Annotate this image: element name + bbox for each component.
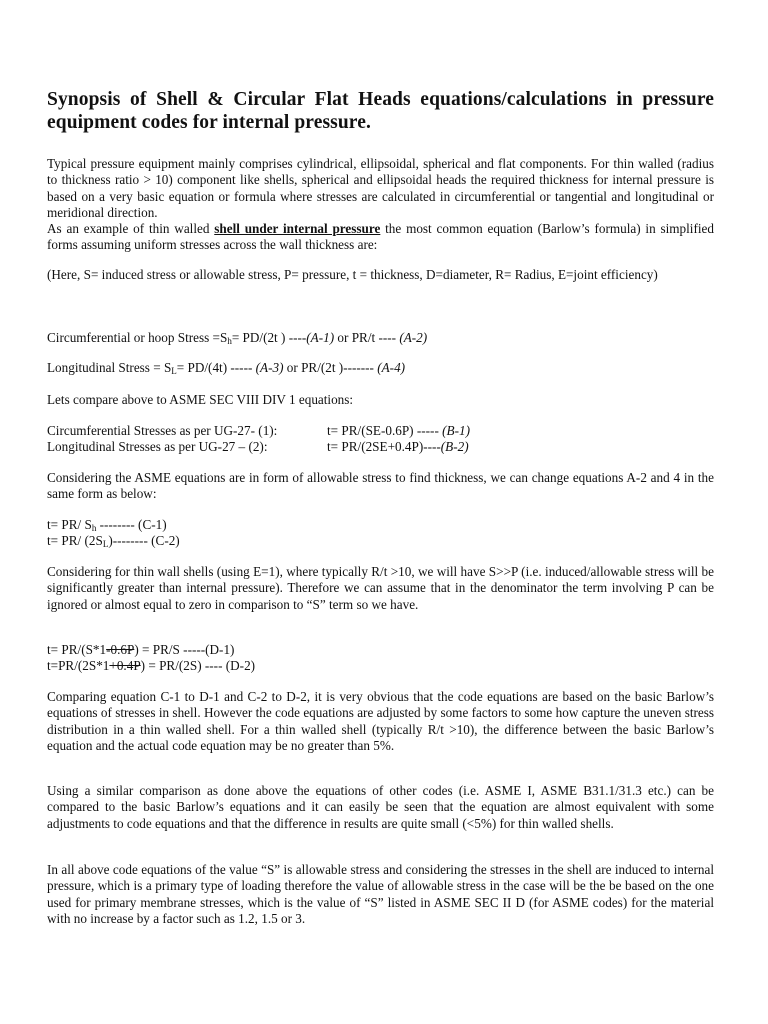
document-title: Synopsis of Shell & Circular Flat Heads equations/calculations in pressure equipment codes for internal pressure. (47, 89, 714, 133)
hoop-subscript: h (227, 336, 232, 346)
d1-struck-term: -0.6P (106, 642, 135, 657)
hoop-or-formula: or PR/t ---- (334, 330, 400, 345)
long-asme-formula: t= PR/(2SE+0.4P)---- (327, 439, 441, 454)
c2-subscript: L (102, 539, 109, 549)
asme-circ-equation (327, 423, 470, 439)
tag-a4: (A-4) (377, 360, 406, 375)
thin-wall-paragraph: Considering for thin wall shells (using E=1), where typically R/t >10, we will have S>>P (i.e. induced/allowable stress will be significantly greater than internal pressure). Therefore we can assume that in the denominator the term involving P can be ignored or almost equal to zero in comparison to “S” term so we have. (47, 564, 714, 612)
other-codes-paragraph: Using a similar comparison as done above the equations of other codes (i.e. ASME I, ASME B31.1/31.3 etc.) can be compared to the basic Barlow’s equations and it can easily be seen that the equation are almost equivalent with some adjustments to code equations and that the difference in results are quite small (<5%) for thin walled shells. (47, 783, 714, 831)
hoop-formula: = PD/(2t ) ---- (231, 330, 307, 345)
tag-a1: (A-1) (306, 330, 335, 345)
intro-paragraph: Typical pressure equipment mainly comprises cylindrical, ellipsoidal, spherical and flat components. For thin walled (radius to thickness ratio > 10) component like shells, spherical and ellipsoidal heads the required thickness for internal pressure is based on a very basic equation or formula where stresses are calculated in circumferential or tangential and longitudinal or meridional direction. (47, 156, 714, 221)
long-or-formula: or PR/(2t )------- (283, 360, 378, 375)
tag-b2: (B-2) (440, 439, 469, 454)
tag-a3: (A-3) (255, 360, 284, 375)
circ-formula: t= PR/(SE-0.6P) ----- (327, 423, 443, 438)
hoop-stress-equation (47, 330, 427, 349)
c1-formula: t= PR/ S (47, 517, 92, 532)
allowable-stress-paragraph: In all above code equations of the value “S” is allowable stress and considering the stresses in the shell are induced to internal pressure, which is a primary type of loading therefore the value of allowable stress in the case will be the be based on the one used for primary membrane stresses, which is the value of “S” listed in ASME SEC II D (for ASME codes) for the material with no increase by a factor such as 1.2, 1.5 or 3. (47, 862, 714, 927)
long-label: Longitudinal Stress = S (47, 360, 172, 375)
asme-long-label: Longitudinal Stresses as per UG-27 – (2): (47, 439, 268, 454)
compare-heading: Lets compare above to ASME SEC VIII DIV 1 equations: (47, 392, 354, 407)
tag-a2: (A-2) (399, 330, 428, 345)
c2-formula: t= PR/ (2S (47, 533, 103, 548)
d1-formula: t= PR/(S*1 (47, 642, 107, 657)
barlow-intro-text: As an example of thin walled (47, 221, 215, 236)
shell-pressure-emphasis: shell under internal pressure (214, 221, 381, 236)
d2-result: ) = PR/(2S) ---- (D-2) (140, 658, 256, 673)
considering-paragraph: Considering the ASME equations are in form of allowable stress to find thickness, we can change equations A-2 and 4 in the same form as below: (47, 470, 714, 502)
long-subscript: L (171, 366, 177, 376)
equation-c2 (47, 533, 180, 552)
c1-tag: -------- (C-1) (96, 517, 167, 532)
d2-formula: t=PR/(2S*1 (47, 658, 110, 673)
asme-circ-label: Circumferential Stresses as per UG-27- (1): (47, 423, 278, 438)
equation-d2 (47, 658, 255, 674)
long-formula: = PD/(4t) ----- (176, 360, 256, 375)
barlow-intro-paragraph (47, 221, 714, 254)
d1-result: ) = PR/S -----(D-1) (134, 642, 235, 657)
equation-d1 (47, 642, 234, 658)
comparing-paragraph: Comparing equation C-1 to D-1 and C-2 to D-2, it is very obvious that the code equations are based on the basic Barlow’s equations of stresses in shell. However the code equations are adjusted by some factors to some how capture the uneven stress distribution in a thin walled shell. For a thin walled shell (typically R/t >10), the difference between the basic Barlow’s equation and the actual code equation may be no greater than 5%. (47, 689, 714, 754)
definitions-paragraph: (Here, S= induced stress or allowable stress, P= pressure, t = thickness, D=diameter, R= Radius, E=joint efficiency) (47, 267, 658, 282)
c1-subscript: h (91, 523, 97, 533)
barlow-intro-text-end: the most common equation (Barlow’s formula) in simplified forms assuming uniform stresses across the wall thickness are: (47, 221, 714, 253)
tag-b1: (B-1) (442, 423, 470, 438)
asme-long-equation (327, 439, 469, 455)
d2-struck-term: +0.4P (109, 658, 141, 673)
c2-tag: )-------- (C-2) (108, 533, 180, 548)
hoop-label: Circumferential or hoop Stress =S (47, 330, 228, 345)
longitudinal-stress-equation (47, 360, 405, 379)
